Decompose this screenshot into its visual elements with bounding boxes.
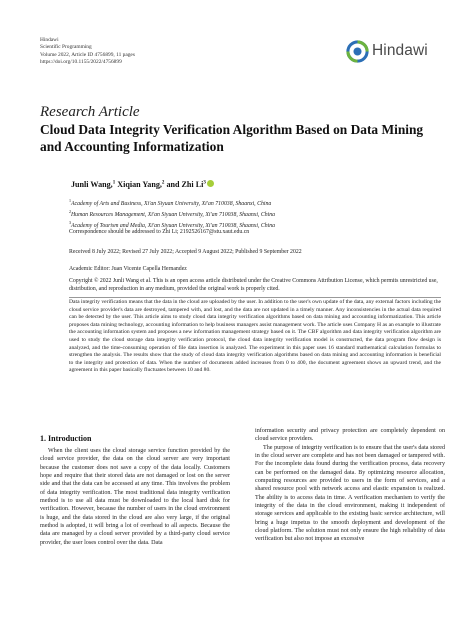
author-name: and Zhi Li (166, 180, 204, 189)
paragraph: The purpose of integrity verification is to ensure that the user's data stored in the cloud server are complete and has not been damaged or tampered with. For the incomplete data found during the verification process, data recovery can be performed on the damaged data. By optimizing resource allocation, computing resources are provided to users in the form of services, and a shared resource pool with network access and elastic expansion is realized. The ability is to access data in time. A verification mechanism to verify the integrity of the data in the cloud environment, making it independent of storage services and applicable to the existing basic service architecture, will bring a huge impetus to the smooth deployment and development of the cloud platform. The solution must not only ensure the high reliability of data verification but also not impose an excessive (255, 444, 445, 543)
author-sup: 1 (112, 180, 116, 186)
abstract (69, 299, 441, 375)
copyright-notice: Copyright © 2022 Junli Wang et al. This is an open access article distributed under the Creative Commons Attribution License, which permits unrestricted use, distribution, and reproduction in any medium, provided the original work is properly cited. (69, 278, 438, 292)
doi-link[interactable]: https://doi.org/10.1155/2022/4756899 (40, 59, 122, 66)
affiliation: $^1$Academy of Arts and Business, Xi'an Siyuan University, Xi'an 710038, Shaanxi, China (69, 198, 272, 207)
logo-text: Hindawi (372, 42, 428, 59)
affiliations (69, 197, 275, 230)
article-type: Research Article (40, 104, 140, 120)
author-name: Junli Wang, (71, 180, 113, 189)
orcid-icon[interactable] (207, 180, 214, 187)
author-name: Xiqian Yang, (117, 180, 162, 189)
divider (69, 297, 441, 298)
correspondence: Correspondence should be addressed to Zhi Li; 2192526167@stu.xaut.edu.cn (69, 229, 250, 235)
journal-meta (40, 37, 135, 67)
paragraph: When the client uses the cloud storage service function provided by the cloud service provider, the data on the cloud server are very important because the customer does not save a copy of the data locally. Customers hope and require that their stored data are not damaged or lost on the server side and that the data can be accessed at any time. This involves the problem of data integrity verification. The most traditional data integrity verification method is to use all data must be downloaded to the local hard disk for verification. However, because the number of users in the cloud environment is huge, and the data stored in the cloud are also very large, if the original method is adopted, it will bring a lot of overhead to all aspects. Because the data are managed by a cloud server provided by a third-party cloud service provider, the user loses control over the data. Data (40, 448, 230, 546)
body-column-right (255, 427, 445, 544)
journal-name: Scientific Programming (40, 44, 92, 51)
author-sup: 3 (203, 180, 206, 186)
author-sup: 2 (161, 180, 165, 186)
paragraph: information security and privacy protection are completely dependent on cloud service providers. (255, 428, 445, 443)
publisher-name: Hindawi (40, 37, 59, 43)
abstract-text: Data integrity verification means that the data in the cloud are uploaded by the user. In addition to the user's own update of the data, any external factors including the cloud service provider's data are destroyed, tampered with, and lost, and the data are not updated in a timely manner. Any inconsistencies in the actual data required can be detected by the user. This article aims to study cloud data integrity verification algorithms based on data mining and accounting informatization. This article proposes data mining technology, accounting information to help business managers assist management work. The article uses Company H as an example to illustrate the accounting information system and proposes a new information management strategy based on it. The CBF algorithm and data integrity verification algorithm are used to study the cloud storage data integrity verification protocol, the cloud data integrity verification model is constructed, the data program flow design is analyzed, and the time-consuming operation of file data insertion is analyzed. The experiment in this paper uses 16 standard mathematical calculation formulas to strengthen the analysis. The results show that the study of cloud data integrity verification algorithms based on data mining and accounting information is beneficial to the integrity and protection of data. When the number of documents added increases from 0 to 400, the document agreement shows an upward trend, and the agreement in this paper basically fluctuates between 10 and 80. (69, 299, 441, 374)
volume-line: Volume 2022, Article ID 4756899, 11 pages (40, 51, 135, 58)
publication-dates: Received 8 July 2022; Revised 27 July 2022; Accepted 9 August 2022; Published 9 September 2022 (69, 249, 302, 255)
academic-editor: Academic Editor: Juan Vicente Capella Hernandez (69, 266, 187, 272)
author-list (71, 180, 214, 189)
affiliation: $^3$Academy of Tourism and Media, Xi'an Siyuan University, Xi'an 710038, Shaanxi, China (69, 220, 276, 230)
hindawi-logo (346, 38, 438, 64)
article-title: Cloud Data Integrity Verification Algorithm Based on Data Mining and Accounting Informatization (40, 122, 424, 154)
affiliation: $^2$Human Resources Management, Xi'an Siyuan University, Xi'an 710038, Shaanxi, China (69, 209, 276, 219)
hindawi-logo-icon (346, 40, 369, 63)
body-column-left (40, 447, 230, 547)
section-heading: 1. Introduction (40, 434, 92, 443)
